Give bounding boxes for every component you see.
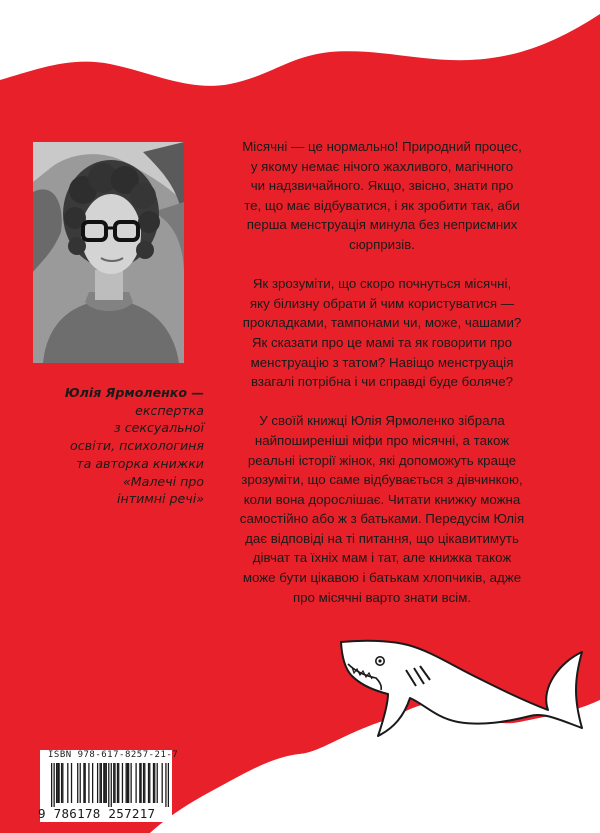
- barcode-bar: [130, 763, 131, 803]
- blurb-line: взагалі потрібна і чи справді буде боляче?: [251, 374, 513, 390]
- blurb-line: сюрпризів.: [349, 236, 415, 252]
- blurb-paragraph-2: [202, 274, 562, 392]
- blurb-line: може бути цікавою і батькам хлопчиків, адже: [242, 570, 522, 586]
- barcode-bar: [135, 763, 136, 803]
- barcode-bar: [168, 763, 169, 807]
- blurb-line: Місячні — це нормально! Природний процес,: [242, 139, 522, 154]
- barcode-bar: [51, 763, 52, 807]
- isbn-label: ISBN 978-617-8257-21-7: [48, 750, 179, 760]
- blurb-line: про місячні варто знати всім.: [292, 589, 472, 605]
- barcode-bar: [111, 763, 112, 807]
- caption-line: з сексуальної: [114, 420, 204, 436]
- barcode-bar: [71, 763, 72, 803]
- barcode-bars: [51, 763, 169, 807]
- barcode-bar: [106, 763, 107, 803]
- author-name: Юлія Ярмоленко —: [64, 385, 204, 400]
- barcode-bar: [67, 763, 68, 803]
- barcode-bar: [128, 763, 129, 803]
- blurb-line: прокладками, тампонами чи, може, чашами?: [242, 315, 522, 331]
- barcode-bar: [57, 763, 58, 803]
- barcode-bar: [56, 763, 57, 803]
- barcode-bar: [149, 763, 150, 803]
- author-caption: [14, 384, 204, 508]
- barcode-bar: [144, 763, 145, 803]
- barcode-bar: [92, 763, 93, 803]
- author-photo: [33, 142, 184, 363]
- barcode-bar: [62, 763, 63, 803]
- barcode-bar: [127, 763, 128, 803]
- caption-line: освіти, психологиня: [70, 438, 204, 454]
- blurb-line: реальні історії жінок, які допоможуть краще: [247, 452, 517, 468]
- barcode-bar: [114, 763, 115, 803]
- barcode-bar: [108, 763, 109, 807]
- blurb-paragraph-1: [202, 137, 562, 255]
- caption-line: «Малечі про: [122, 473, 204, 489]
- barcode-bar: [154, 763, 155, 803]
- blurb-line: Як сказати про це мамі та як говорити про: [251, 334, 513, 350]
- barcode-bar: [53, 763, 54, 807]
- barcode-bar: [83, 763, 84, 803]
- barcode-bar: [157, 763, 158, 803]
- barcode-bar: [99, 763, 100, 803]
- blurb-line: коли вона дорослішає. Читати книжку можна: [243, 491, 521, 507]
- blurb-line: дає відповіді на ті питання, що цікавитимуть: [245, 530, 519, 546]
- barcode-bar: [88, 763, 89, 803]
- barcode-bar: [61, 763, 62, 803]
- blurb-line: дівчат та їхніх мам і тат, але книжка також: [252, 550, 512, 566]
- blurb-paragraph-3: [202, 411, 562, 607]
- caption-line: та авторка книжки: [76, 455, 204, 471]
- barcode-bar: [113, 763, 114, 803]
- blurb-line: самостійно або ж з батьками. Передусім Юлія: [239, 511, 525, 527]
- portrait-photo: [33, 142, 184, 363]
- blurb-line: зрозуміти, що саме відбувається з дівчинкою,: [241, 472, 523, 488]
- blurb-line: найпоширеніші міфи про місячні, а також: [254, 432, 510, 448]
- blurb-line: перша менструація минула без неприємних: [246, 217, 518, 233]
- blurb-line: чи надзвичайного. Якщо, звісно, знати про: [250, 178, 514, 194]
- blurb: [202, 137, 562, 627]
- barcode-bar: [103, 763, 104, 803]
- barcode-bar: [122, 763, 123, 803]
- blurb-line: У своїй книжці Юлія Ярмоленко зібрала: [259, 413, 505, 429]
- barcode-bar: [101, 763, 102, 803]
- barcode-bar: [148, 763, 149, 803]
- barcode-bar: [117, 763, 118, 803]
- barcode-bar: [118, 763, 119, 803]
- barcode-bar: [139, 763, 140, 803]
- blurb-line: у якому немає нічого жахливого, магічного: [250, 158, 514, 174]
- barcode-bar: [143, 763, 144, 803]
- barcode-bar: [140, 763, 141, 803]
- barcode-digits: 9 786178 257217: [38, 806, 156, 821]
- barcode-bar: [162, 763, 163, 803]
- barcode-bar: [58, 763, 59, 803]
- barcode-bar: [104, 763, 105, 803]
- barcode-bar: [126, 763, 127, 803]
- blurb-line: яку білизну обрати й чим користуватися —: [249, 295, 515, 311]
- caption-line: інтимні речі»: [117, 491, 204, 507]
- blurb-line: Як зрозуміти, що скоро почнуться місячні,: [252, 276, 512, 292]
- blurb-line: те, що має відбуватися, і як зробити так, аби: [244, 197, 520, 213]
- barcode-bar: [80, 763, 81, 803]
- barcode-bar: [97, 763, 98, 803]
- barcode-bar: [85, 763, 86, 803]
- barcode-bar: [165, 763, 166, 807]
- blurb-line: менструацію з татом? Навіщо менструація: [250, 354, 514, 370]
- barcode-bar: [153, 763, 154, 803]
- caption-line: експертка: [135, 402, 204, 418]
- barcode-bar: [77, 763, 78, 803]
